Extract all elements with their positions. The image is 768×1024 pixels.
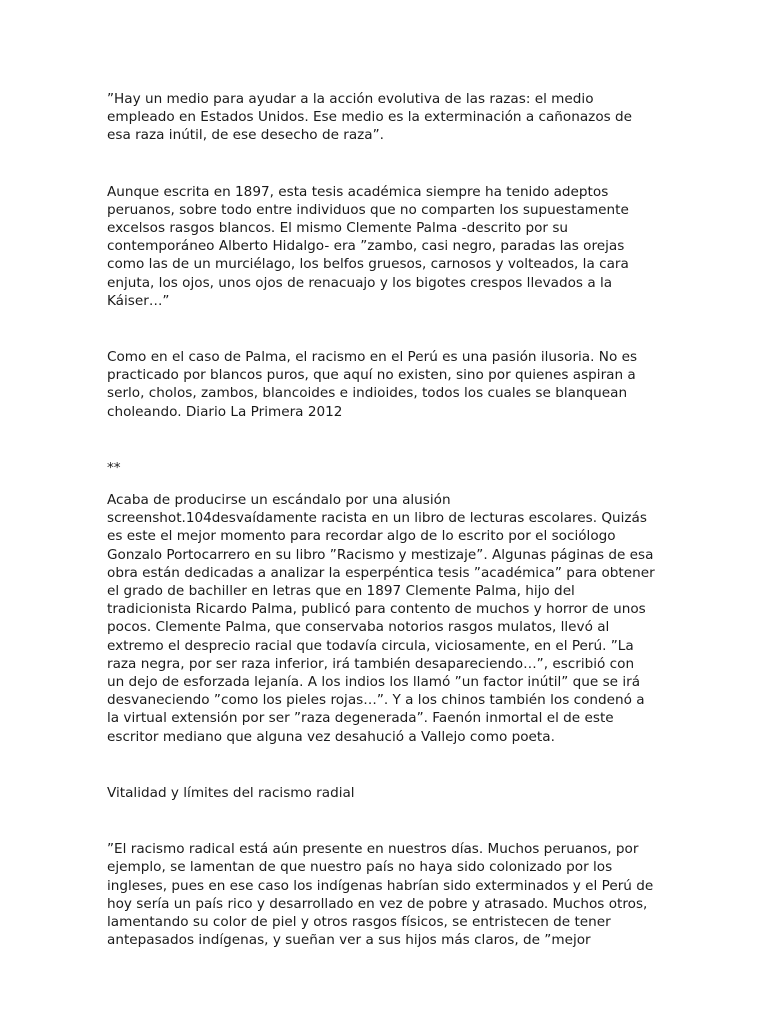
body-paragraph: Acaba de producirse un escándalo por una alusión screenshot.104desvaídamente racista en un libro de lecturas escolares. Quizás es este el mejor momento para recordar algo de lo escrito por el sociólogo Gonzalo Portocarrero en su libro ”Racismo y mestizaje”. Algunas páginas de esa obra están dedicadas a analizar la esperpéntica tesis ”académica” para obtener el grado de bachiller en letras que en 1897 Clemente Palma, hijo del tradicionista Ricardo Palma, publicó para contento de muchos y horror de unos pocos. Clemente Palma, que conservaba notorios rasgos mulatos, llevó al extremo el desprecio racial que todavía circula, viciosamente, en el Perú. ”La raza negra, por ser raza inferior, irá también desapareciendo…”, escribió con un dejo de esforzada lejanía. A los indios los llamó ”un factor inútil” que se irá desvaneciendo ”como los pieles rojas…”. Y a los chinos también los condenó a la virtual extensión por ser ”raza degenerada”. Faenón inmortal el de este escritor mediano que alguna vez desahució a Vallejo como poeta. bbox=[107, 492, 655, 745]
quote-paragraph: ”Hay un medio para ayudar a la acción evolutiva de las razas: el medio empleado en Estados Unidos. Ese medio es la exterminación a cañonazos de esa raza inútil, de ese desecho de raza”. bbox=[107, 91, 633, 144]
document-page bbox=[107, 90, 655, 949]
body-paragraph: Aunque escrita en 1897, esta tesis académica siempre ha tenido adeptos peruanos, sobre todo entre individuos que no comparten los supuestamente excelsos rasgos blancos. El mismo Clemente Palma -descrito por su contemporáneo Alberto Hidalgo- era ”zambo, casi negro, paradas las orejas como las de un murciélago, los belfos gruesos, carnosos y volteados, la cara enjuta, los ojos, unos ojos de renacuajo y los bigotes crespos llevados a la Káiser…” bbox=[107, 183, 629, 309]
quote-paragraph: ”El racismo radical está aún presente en nuestros días. Muchos peruanos, por ejemplo, se lamentan de que nuestro país no haya sido colonizado por los ingleses, pues en ese caso los indígenas habrían sido exterminados y el Perú de hoy sería un país rico y desarrollado en vez de pobre y atrasado. Muchos otros, lamentando su color de piel y otros rasgos físicos, se entristecen de tener antepasados indígenas, y sueñan ver a sus hijos más claros, de ”mejor bbox=[107, 841, 654, 949]
section-heading: Vitalidad y límites del racismo radial bbox=[107, 784, 355, 801]
body-paragraph: Como en el caso de Palma, el racismo en el Perú es una pasión ilusoria. No es practicado por blancos puros, que aquí no existen, sino por quienes aspiran a serlo, cholos, zambos, blancoides e indioides, todos los cuales se blanquean choleando. Diario La Primera 2012 bbox=[107, 349, 638, 420]
section-separator: ** bbox=[107, 459, 121, 476]
